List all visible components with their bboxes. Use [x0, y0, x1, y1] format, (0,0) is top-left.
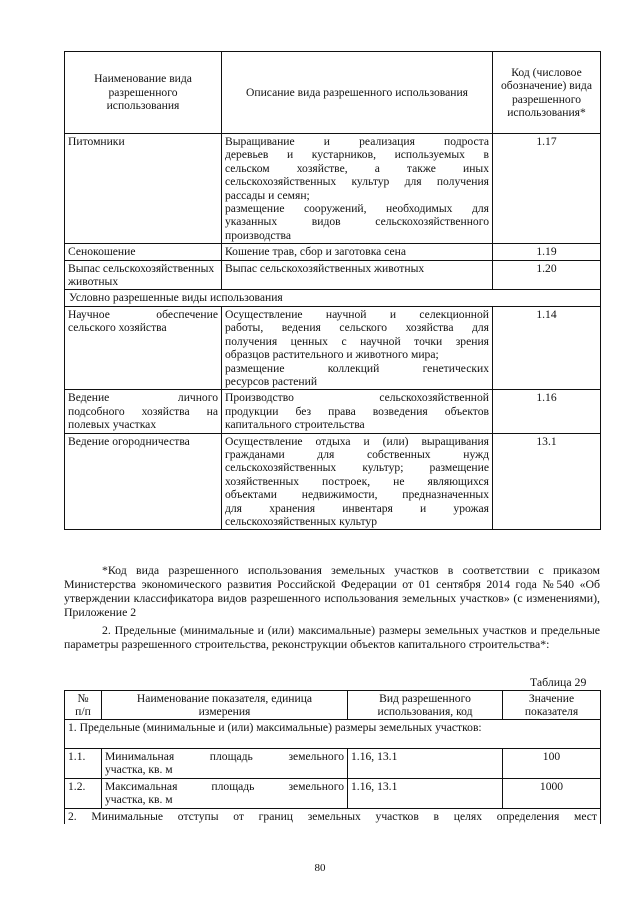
section-row [65, 808, 601, 824]
header-use-type: Вид разрешенного использования, код [348, 691, 503, 720]
header-num: № п/п [65, 691, 102, 720]
indicator-cell: Минимальная площадь земельного участка, кв. м [102, 749, 348, 779]
section-1-title: 1. Предельные (минимальные и (или) максимальные) размеры земельных участков: [65, 720, 601, 749]
use-description-cell: Выпас сельскохозяйственных животных [222, 260, 493, 290]
header-use-description: Описание вида разрешенного использования [222, 52, 493, 134]
classifier-footnote: *Код вида разрешенного использования земельных участков в соответствии с приказом Министерства экономического развития Российской Федерации от 01 сентября 2014 года №540 «Об утверждении классификатора видов разрешенного использования земельных участков» (с изменениями), Приложение 2 [64, 563, 600, 619]
use-name-cell: Ведение личного подсобного хозяйства на полевых участках [65, 390, 222, 433]
table-row [65, 749, 601, 779]
use-description-cell: Выращивание и реализация подроста деревьев и кустарников, используемых в сельском хозяйстве, а также иных сельскохозяйственных культур для получения рассады и семян; размещение сооружений, необходимых для указанных видов сельскохозяйственного производства [222, 134, 493, 244]
table-row [65, 244, 601, 260]
table-row [65, 306, 601, 389]
use-type-cell: 1.16, 13.1 [348, 778, 503, 808]
value-cell: 1000 [503, 778, 601, 808]
use-description-cell: Производство сельскохозяйственной продукции без права возведения объектов капитального строительства [222, 390, 493, 433]
use-name-cell: Питомники [65, 134, 222, 244]
table-row [65, 390, 601, 433]
use-description-cell: Осуществление научной и селекционной работы, ведения сельского хозяйства для получения ценных с научной точки зрения образцов растительного и животного мира; размещение коллекций генетических ресурсов растений [222, 306, 493, 389]
use-type-cell: 1.16, 13.1 [348, 749, 503, 779]
table-row [65, 260, 601, 290]
section-2-title: 2. Минимальные отступы от границ земельных участков в целях определения мест [65, 808, 601, 824]
use-description-cell: Кошение трав, сбор и заготовка сена [222, 244, 493, 260]
limit-parameters-table [64, 690, 601, 824]
header-use-name: Наименование вида разрешенного использования [65, 52, 222, 134]
use-code-cell: 1.14 [493, 306, 601, 389]
indicator-cell: Максимальная площадь земельного участка, кв. м [102, 778, 348, 808]
section-2-paragraph: 2. Предельные (минимальные и (или) максимальные) размеры земельных участков и предельные параметры разрешенного строительства, реконструкции объектов капитального строительства*: [64, 623, 600, 651]
land-use-types-table [64, 51, 601, 530]
table-header-row [65, 52, 601, 134]
section-conditional-title: Условно разрешенные виды использования [65, 290, 601, 306]
use-code-cell: 1.20 [493, 260, 601, 290]
header-value: Значение показателя [503, 691, 601, 720]
use-name-cell: Ведение огородничества [65, 433, 222, 530]
use-code-cell: 13.1 [493, 433, 601, 530]
header-indicator: Наименование показателя, единица измерения [102, 691, 348, 720]
use-name-cell: Сенокошение [65, 244, 222, 260]
table-row [65, 778, 601, 808]
use-name-cell: Выпас сельскохозяйственных животных [65, 260, 222, 290]
use-description-cell: Осуществление отдыха и (или) выращивания гражданами для собственных нужд сельскохозяйственных культур; размещение хозяйственных построек, не являющихся объектами недвижимости, предназначенных для хранения инвентаря и урожая сельскохозяйственных культур [222, 433, 493, 530]
table-caption: Таблица 29 [530, 675, 587, 689]
page-number: 80 [314, 862, 326, 874]
row-num-cell: 1.2. [65, 778, 102, 808]
use-name-cell: Научное обеспечение сельского хозяйства [65, 306, 222, 389]
table-header-row [65, 691, 601, 720]
value-cell: 100 [503, 749, 601, 779]
section-row [65, 290, 601, 306]
row-num-cell: 1.1. [65, 749, 102, 779]
use-code-cell: 1.16 [493, 390, 601, 433]
table-row [65, 134, 601, 244]
use-code-cell: 1.17 [493, 134, 601, 244]
header-use-code: Код (числовое обозначение) вида разрешенного использования* [493, 52, 601, 134]
use-code-cell: 1.19 [493, 244, 601, 260]
table-row [65, 433, 601, 530]
section-row [65, 720, 601, 749]
